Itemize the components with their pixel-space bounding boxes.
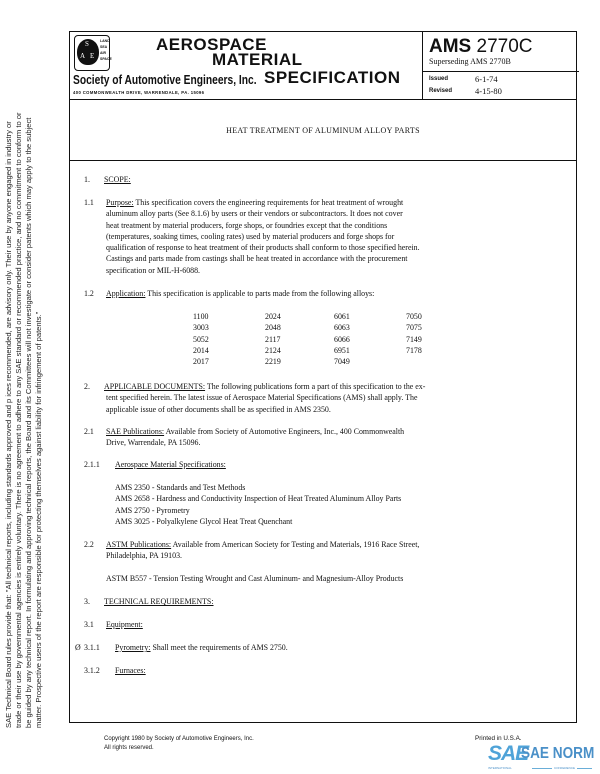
disclaimer-line: matter. Prospective users of the report are responsible for protecting themselves against liability for infringement of patents." xyxy=(34,311,43,728)
alloy-column: 2024 2048 2117 2124 2219 xyxy=(265,312,281,367)
alloy-column: 6061 6063 6066 6951 7049 xyxy=(334,312,350,367)
sae-logo-icon: SAE xyxy=(488,742,529,765)
ams-number: AMS 2770C xyxy=(429,36,533,57)
disclaimer-line: be guided by any technical report. In formulating and approving technical reports, the Board and its Committees will not investigate or consider patents which may apply to the subject xyxy=(24,117,33,728)
ams-reference: AMS 2750 - Pyrometry xyxy=(115,505,190,515)
ams-reference: AMS 2350 - Standards and Test Methods xyxy=(115,483,246,492)
disclaimer-line: trade or their use by governmental agencies is entirely voluntary. There is no agreement to adhere to any SAE standard or recommended practice, and no commitment to conform to or xyxy=(14,112,23,728)
alloy-column: 1100 3003 5052 2014 2017 xyxy=(193,312,209,367)
revised-label: Revised xyxy=(429,88,453,94)
divider xyxy=(423,71,579,72)
alloy-table xyxy=(70,311,576,371)
document-title-box xyxy=(70,99,576,161)
issued-date: 6-1-74 xyxy=(475,74,498,84)
document-frame: S A E LAND SEA AIR SPACE AEROSPACE MATERIAL SPECIFICATION Society of Automotive Engineers, Inc. 400 COMMONWEALTH DRIVE, WARRENDALE, PA. 15096 AMS 2770C Superseding AMS 2770B Issued 6-1-74 Revised 4-15-80 HEAT TREATMENT OF ALUMINUM ALLOY PARTS 1. SCOPE: 1.1 Purpose: This specification covers the engineering requirements for heat treatment of wrought aluminum alloy parts (See 8.1.6) by users or their vendors or subcontractors. It does not cover heat treatment by material producers, forge shops, or foundries except that the conditions (temperatures, soaking times, cooling rates) used by material producers and forge shops for qualification of response to heat treatment of their products shall conform to those specified herein. Castings and parts made from castings shall be heat treated in accordance with the procurement specification or MIL-H-6088. 1.2 Application: This specification is applicable to parts made from the following alloys: 1100 3003 5052 2014 2017 2024 2048 2117 2124 2219 6061 6063 6066 6951 7049 7050 7075 7149 7178 2. APPLICABLE DOCUMENTS: The following publications form a part of this specification to the ex- tent specified herein. The latest issue of Aerospace Material Specifications (AMS) shall apply. The applicable issue of other documents shall be as specified in AMS 2350. 2.1 SAE Publications: Available from Society of Automotive Engineers, Inc., 400 Commonwealth Drive, Warrendale, PA 15096. 2.1.1 Aerospace Material Specifications: AMS 2350 - Standards and Test Methods AMS 2658 - Hardness and Conductivity Inspection of Heat Treated Aluminum Alloy Parts AMS 2750 - Pyrometry AMS 3025 - Polyalkylene Glycol Heat Treat Quenchant 2.2 ASTM Publications: Available from American Society for Testing and Materials, 1916 Race Street, Philadelphia, PA 19103. ASTM B557 - Tension Testing Wrought and Cast Aluminum- and Magnesium-Alloy Products 3. TECHNICAL REQUIREMENTS: 3.1 Equipment: Ø 3.1.1 Pyrometry: Shall meet the requirements of AMS 2750. 3.1.2 Furnaces: xyxy=(69,31,577,723)
header-title-line: MATERIAL xyxy=(212,50,303,69)
document-title: HEAT TREATMENT OF ALUMINUM ALLOY PARTS xyxy=(226,126,420,135)
copyright-notice: Copyright 1980 by Society of Automotive Engineers, Inc. All rights reserved. xyxy=(104,736,254,751)
organization-address: 400 COMMONWEALTH DRIVE, WARRENDALE, PA. 15096 xyxy=(73,90,205,95)
superseding-note: Superseding AMS 2770B xyxy=(429,57,511,66)
disclaimer-line: SAE Technical Board rules provide that: "All technical reports, including standards approved and p ices recommended, are advisory only. Their use by anyone engaged in industry or xyxy=(4,121,13,728)
alloy-column: 7050 7075 7149 7178 xyxy=(406,312,422,355)
sae-shield-icon: S A E xyxy=(77,39,99,65)
sae-logo xyxy=(74,35,110,71)
ams-reference: AMS 2658 - Hardness and Conductivity Inspection of Heat Treated Aluminum Alloy Parts xyxy=(115,494,402,504)
header-title-line: AEROSPACE xyxy=(156,35,267,54)
ams-reference: AMS 3025 - Polyalkylene Glycol Heat Treat Quenchant xyxy=(115,516,293,526)
change-mark: Ø xyxy=(75,643,81,652)
revised-date: 4-15-80 xyxy=(475,86,502,96)
issued-label: Issued xyxy=(429,76,449,82)
header-title-line: SPECIFICATION xyxy=(264,68,401,87)
printed-in: Printed in U.S.A. xyxy=(475,735,522,742)
ams-info-box xyxy=(422,32,579,99)
document-header xyxy=(70,32,576,100)
watermark-text: SAE NORM xyxy=(521,745,595,762)
sae-norm-watermark: SAE SAE NORM INTERNATIONAL CONFERENCE xyxy=(488,742,595,770)
organization-name: Society of Automotive Engineers, Inc. xyxy=(73,73,257,87)
logo-side-text: LAND SEA AIR SPACE xyxy=(100,39,112,61)
sae-disclaimer-note xyxy=(4,108,44,728)
